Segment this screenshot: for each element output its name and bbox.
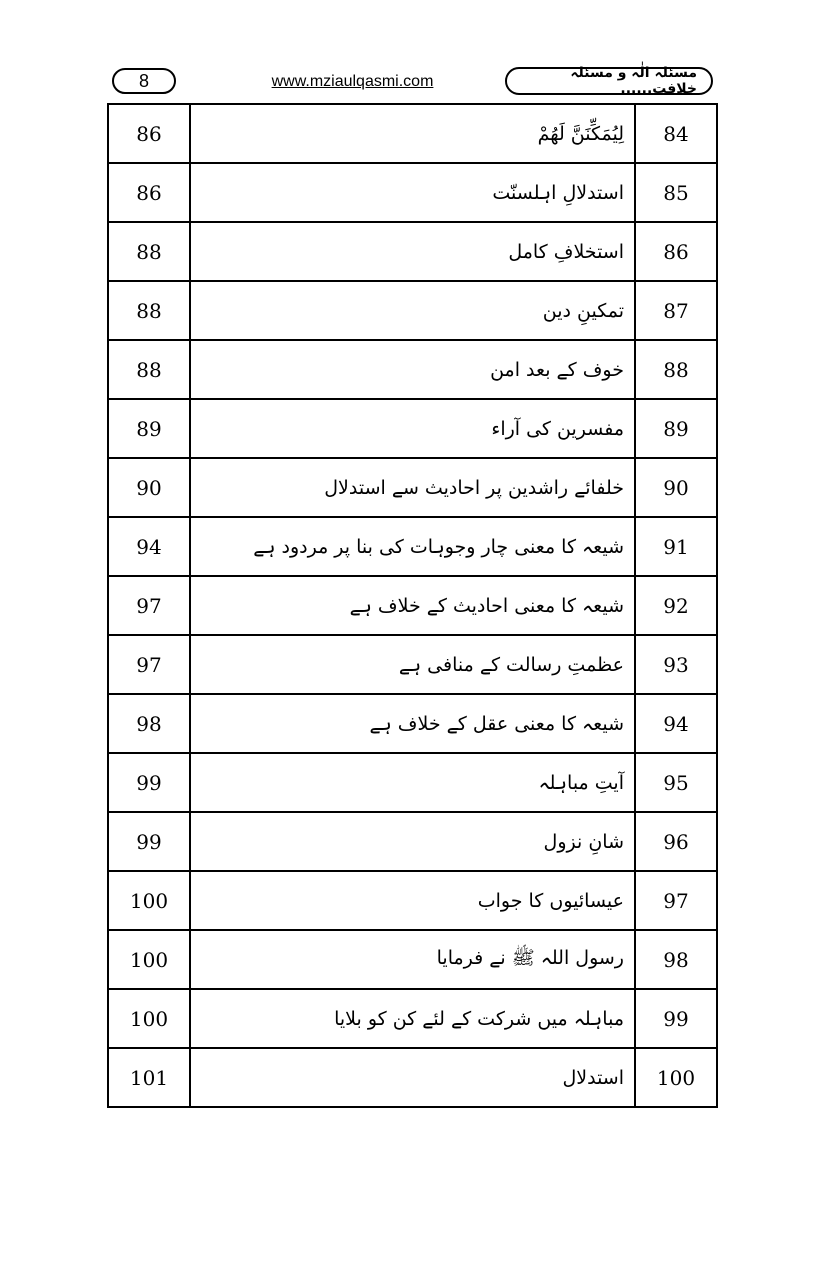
toc-entry-title: شانِ نزول bbox=[190, 812, 635, 871]
toc-entry-title: آیتِ مباہلہ bbox=[190, 753, 635, 812]
toc-serial-number: 97 bbox=[635, 871, 717, 930]
toc-entry-title: عیسائیوں کا جواب bbox=[190, 871, 635, 930]
book-title-text: مسئلہ الٰہ و مسئلہ خلافت...... bbox=[570, 65, 697, 97]
toc-page-number: 89 bbox=[108, 399, 190, 458]
toc-page-number: 88 bbox=[108, 281, 190, 340]
toc-page-number: 99 bbox=[108, 812, 190, 871]
toc-entry-title: تمکینِ دین bbox=[190, 281, 635, 340]
toc-serial-number: 93 bbox=[635, 635, 717, 694]
toc-entry-title: شیعہ کا معنی چار وجوہات کی بنا پر مردود ہے bbox=[190, 517, 635, 576]
toc-page-number: 100 bbox=[108, 989, 190, 1048]
table-row bbox=[108, 753, 717, 812]
toc-page-number: 86 bbox=[108, 104, 190, 163]
toc-serial-number: 98 bbox=[635, 930, 717, 989]
toc-entry-title: مفسرین کی آراء bbox=[190, 399, 635, 458]
toc-page-number: 97 bbox=[108, 635, 190, 694]
toc-entry-title: مباہلہ میں شرکت کے لئے کن کو بلایا bbox=[190, 989, 635, 1048]
toc-entry-title: خوف کے بعد امن bbox=[190, 340, 635, 399]
toc-serial-number: 100 bbox=[635, 1048, 717, 1107]
table-row bbox=[108, 871, 717, 930]
toc-serial-number: 92 bbox=[635, 576, 717, 635]
toc-serial-number: 96 bbox=[635, 812, 717, 871]
table-row bbox=[108, 930, 717, 989]
toc-entry-title: شیعہ کا معنی احادیث کے خلاف ہے bbox=[190, 576, 635, 635]
toc-serial-number: 90 bbox=[635, 458, 717, 517]
table-row bbox=[108, 989, 717, 1048]
table-row bbox=[108, 340, 717, 399]
table-row bbox=[108, 635, 717, 694]
toc-entry-title: استدلالِ اہلسنّت bbox=[190, 163, 635, 222]
toc-page-number: 101 bbox=[108, 1048, 190, 1107]
toc-entry-title: استدلال bbox=[190, 1048, 635, 1107]
toc-entry-title: شیعہ کا معنی عقل کے خلاف ہے bbox=[190, 694, 635, 753]
toc-serial-number: 89 bbox=[635, 399, 717, 458]
table-row bbox=[108, 694, 717, 753]
toc-serial-number: 94 bbox=[635, 694, 717, 753]
toc-page-number: 100 bbox=[108, 930, 190, 989]
table-row bbox=[108, 222, 717, 281]
toc-serial-number: 84 bbox=[635, 104, 717, 163]
page-number-text: 8 bbox=[138, 70, 149, 91]
toc-page-number: 98 bbox=[108, 694, 190, 753]
table-row bbox=[108, 812, 717, 871]
table-row bbox=[108, 163, 717, 222]
toc-serial-number: 91 bbox=[635, 517, 717, 576]
table-of-contents bbox=[107, 103, 718, 1108]
toc-entry-title: لِيُمَكِّنَنَّ لَهُمْ bbox=[190, 104, 635, 163]
table-row bbox=[108, 1048, 717, 1107]
toc-serial-number: 86 bbox=[635, 222, 717, 281]
toc-entry-title: رسول اللہ ﷺ نے فرمایا bbox=[190, 930, 635, 989]
toc-serial-number: 87 bbox=[635, 281, 717, 340]
table-row bbox=[108, 399, 717, 458]
toc-serial-number: 95 bbox=[635, 753, 717, 812]
toc-page-number: 88 bbox=[108, 340, 190, 399]
toc-page-number: 90 bbox=[108, 458, 190, 517]
toc-serial-number: 85 bbox=[635, 163, 717, 222]
toc-entry-title: عظمتِ رسالت کے منافی ہے bbox=[190, 635, 635, 694]
toc-serial-number: 88 bbox=[635, 340, 717, 399]
toc-serial-number: 99 bbox=[635, 989, 717, 1048]
toc-page-number: 97 bbox=[108, 576, 190, 635]
toc-entry-title: استخلافِ کامل bbox=[190, 222, 635, 281]
toc-page-number: 99 bbox=[108, 753, 190, 812]
table-row bbox=[108, 576, 717, 635]
toc-entry-title: خلفائے راشدین پر احادیث سے استدلال bbox=[190, 458, 635, 517]
toc-page-number: 100 bbox=[108, 871, 190, 930]
table-row bbox=[108, 281, 717, 340]
toc-page-number: 88 bbox=[108, 222, 190, 281]
toc-page-number: 86 bbox=[108, 163, 190, 222]
page-number bbox=[112, 68, 176, 94]
table-row bbox=[108, 104, 717, 163]
table-row bbox=[108, 517, 717, 576]
toc-page-number: 94 bbox=[108, 517, 190, 576]
book-title-banner bbox=[505, 67, 713, 95]
table-row bbox=[108, 458, 717, 517]
website-link[interactable]: www.mziaulqasmi.com bbox=[271, 73, 434, 90]
